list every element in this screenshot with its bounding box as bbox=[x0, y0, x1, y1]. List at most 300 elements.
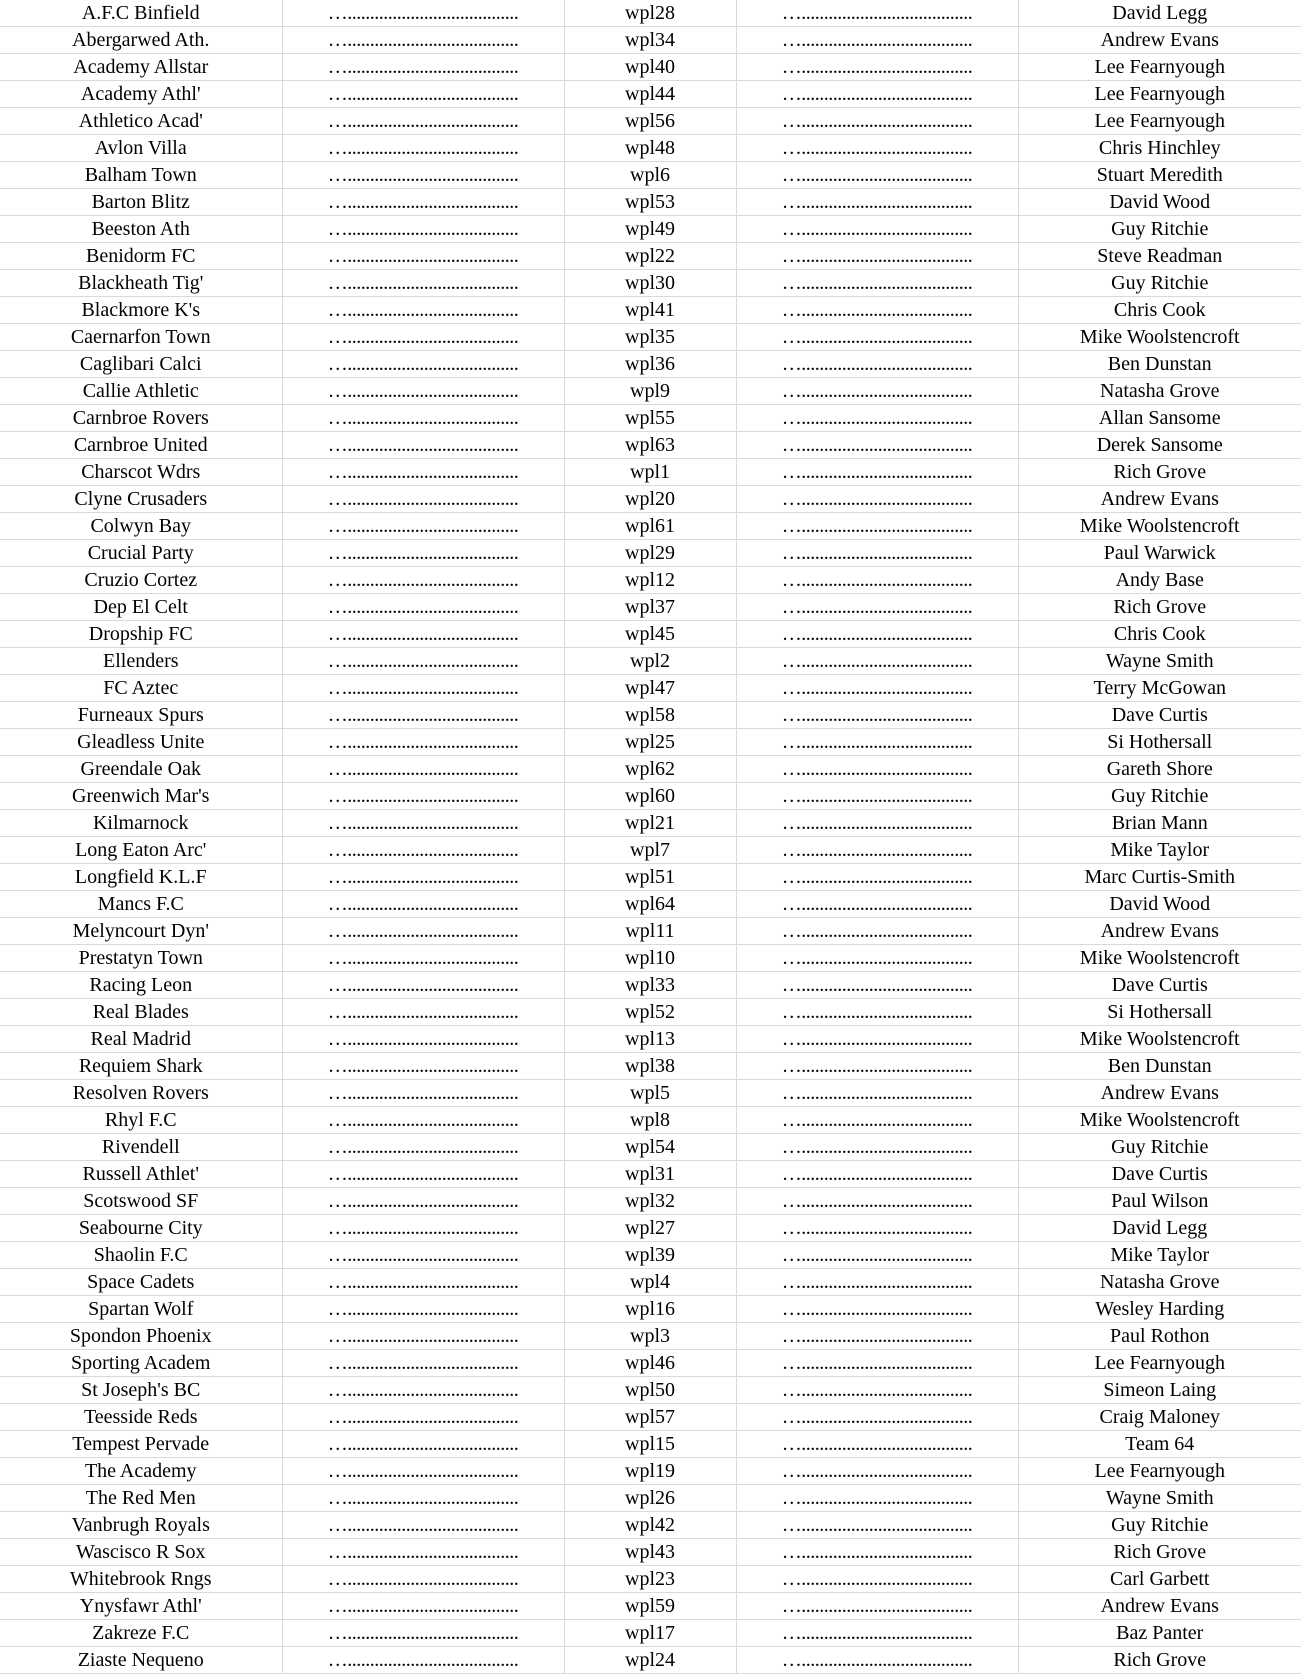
team-name-cell: Dep El Celt bbox=[0, 594, 282, 621]
manager-name-cell: Carl Garbett bbox=[1018, 1566, 1301, 1593]
team-code-cell: wpl54 bbox=[564, 1134, 736, 1161]
dotted-leader-cell: …...................................... bbox=[282, 1458, 564, 1485]
team-code-cell: wpl56 bbox=[564, 108, 736, 135]
dotted-leader-cell: …...................................... bbox=[736, 1566, 1018, 1593]
team-code-cell: wpl4 bbox=[564, 1269, 736, 1296]
team-name-cell: Long Eaton Arc' bbox=[0, 837, 282, 864]
table-row bbox=[0, 297, 1301, 324]
team-code-cell: wpl22 bbox=[564, 243, 736, 270]
manager-name-cell: Andrew Evans bbox=[1018, 1593, 1301, 1620]
team-name-cell: Requiem Shark bbox=[0, 1053, 282, 1080]
table-row bbox=[0, 1350, 1301, 1377]
table-row bbox=[0, 1512, 1301, 1539]
team-code-cell: wpl10 bbox=[564, 945, 736, 972]
team-name-cell: Colwyn Bay bbox=[0, 513, 282, 540]
dotted-leader-cell: …...................................... bbox=[736, 1377, 1018, 1404]
table-row bbox=[0, 1161, 1301, 1188]
dotted-leader-cell: …...................................... bbox=[282, 918, 564, 945]
team-name-cell: Clyne Crusaders bbox=[0, 486, 282, 513]
manager-name-cell: Dave Curtis bbox=[1018, 972, 1301, 999]
table-row bbox=[0, 1296, 1301, 1323]
manager-name-cell: Rich Grove bbox=[1018, 1539, 1301, 1566]
dotted-leader-cell: …...................................... bbox=[736, 270, 1018, 297]
team-code-cell: wpl26 bbox=[564, 1485, 736, 1512]
team-name-cell: Crucial Party bbox=[0, 540, 282, 567]
dotted-leader-cell: …...................................... bbox=[282, 459, 564, 486]
dotted-leader-cell: …...................................... bbox=[282, 675, 564, 702]
manager-name-cell: Mike Woolstencroft bbox=[1018, 513, 1301, 540]
dotted-leader-cell: …...................................... bbox=[282, 351, 564, 378]
dotted-leader-cell: …...................................... bbox=[736, 972, 1018, 999]
dotted-leader-cell: …...................................... bbox=[736, 864, 1018, 891]
table-row bbox=[0, 1404, 1301, 1431]
dotted-leader-cell: …...................................... bbox=[736, 513, 1018, 540]
dotted-leader-cell: …...................................... bbox=[736, 756, 1018, 783]
team-code-cell: wpl25 bbox=[564, 729, 736, 756]
manager-name-cell: Guy Ritchie bbox=[1018, 783, 1301, 810]
team-name-cell: Space Cadets bbox=[0, 1269, 282, 1296]
team-name-cell: Kilmarnock bbox=[0, 810, 282, 837]
table-row bbox=[0, 837, 1301, 864]
team-code-cell: wpl34 bbox=[564, 27, 736, 54]
manager-name-cell: Lee Fearnyough bbox=[1018, 81, 1301, 108]
team-name-cell: Mancs F.C bbox=[0, 891, 282, 918]
team-code-cell: wpl28 bbox=[564, 0, 736, 27]
table-row bbox=[0, 1458, 1301, 1485]
dotted-leader-cell: …...................................... bbox=[736, 1215, 1018, 1242]
dotted-leader-cell: …...................................... bbox=[282, 756, 564, 783]
table-row bbox=[0, 216, 1301, 243]
dotted-leader-cell: …...................................... bbox=[282, 324, 564, 351]
team-name-cell: Spartan Wolf bbox=[0, 1296, 282, 1323]
team-code-cell: wpl63 bbox=[564, 432, 736, 459]
manager-name-cell: David Wood bbox=[1018, 189, 1301, 216]
team-name-cell: The Red Men bbox=[0, 1485, 282, 1512]
dotted-leader-cell: …...................................... bbox=[282, 1485, 564, 1512]
team-code-cell: wpl45 bbox=[564, 621, 736, 648]
team-code-cell: wpl39 bbox=[564, 1242, 736, 1269]
manager-name-cell: Mike Taylor bbox=[1018, 1242, 1301, 1269]
team-name-cell: Gleadless Unite bbox=[0, 729, 282, 756]
team-name-cell: Carnbroe Rovers bbox=[0, 405, 282, 432]
team-name-cell: Zakreze F.C bbox=[0, 1620, 282, 1647]
dotted-leader-cell: …...................................... bbox=[282, 1269, 564, 1296]
team-code-cell: wpl19 bbox=[564, 1458, 736, 1485]
table-row bbox=[0, 486, 1301, 513]
dotted-leader-cell: …...................................... bbox=[282, 837, 564, 864]
table-row bbox=[0, 1053, 1301, 1080]
team-name-cell: Ellenders bbox=[0, 648, 282, 675]
manager-name-cell: David Legg bbox=[1018, 0, 1301, 27]
dotted-leader-cell: …...................................... bbox=[282, 1431, 564, 1458]
team-code-cell: wpl62 bbox=[564, 756, 736, 783]
team-name-cell: Sporting Academ bbox=[0, 1350, 282, 1377]
team-name-cell: Melyncourt Dyn' bbox=[0, 918, 282, 945]
dotted-leader-cell: …...................................... bbox=[736, 729, 1018, 756]
dotted-leader-cell: …...................................... bbox=[282, 540, 564, 567]
team-code-cell: wpl61 bbox=[564, 513, 736, 540]
team-code-cell: wpl32 bbox=[564, 1188, 736, 1215]
dotted-leader-cell: …...................................... bbox=[736, 297, 1018, 324]
team-name-cell: Greenwich Mar's bbox=[0, 783, 282, 810]
dotted-leader-cell: …...................................... bbox=[282, 648, 564, 675]
manager-name-cell: Allan Sansome bbox=[1018, 405, 1301, 432]
team-name-cell: Charscot Wdrs bbox=[0, 459, 282, 486]
team-code-cell: wpl30 bbox=[564, 270, 736, 297]
dotted-leader-cell: …...................................... bbox=[736, 162, 1018, 189]
dotted-leader-cell: …...................................... bbox=[736, 189, 1018, 216]
manager-name-cell: Andrew Evans bbox=[1018, 1080, 1301, 1107]
team-name-cell: Scotswood SF bbox=[0, 1188, 282, 1215]
manager-name-cell: Andrew Evans bbox=[1018, 486, 1301, 513]
manager-name-cell: Lee Fearnyough bbox=[1018, 108, 1301, 135]
dotted-leader-cell: …...................................... bbox=[736, 0, 1018, 27]
dotted-leader-cell: …...................................... bbox=[736, 1350, 1018, 1377]
team-code-cell: wpl52 bbox=[564, 999, 736, 1026]
team-name-cell: Caernarfon Town bbox=[0, 324, 282, 351]
table-row bbox=[0, 432, 1301, 459]
team-code-cell: wpl42 bbox=[564, 1512, 736, 1539]
team-name-cell: Furneaux Spurs bbox=[0, 702, 282, 729]
team-code-cell: wpl5 bbox=[564, 1080, 736, 1107]
dotted-leader-cell: …...................................... bbox=[736, 621, 1018, 648]
team-name-cell: Blackmore K's bbox=[0, 297, 282, 324]
table-row bbox=[0, 270, 1301, 297]
table-row bbox=[0, 594, 1301, 621]
manager-name-cell: Rich Grove bbox=[1018, 594, 1301, 621]
dotted-leader-cell: …...................................... bbox=[736, 567, 1018, 594]
dotted-leader-cell: …...................................... bbox=[282, 1080, 564, 1107]
table-row bbox=[0, 675, 1301, 702]
dotted-leader-cell: …...................................... bbox=[282, 1107, 564, 1134]
team-name-cell: The Academy bbox=[0, 1458, 282, 1485]
team-code-cell: wpl1 bbox=[564, 459, 736, 486]
manager-name-cell: Paul Wilson bbox=[1018, 1188, 1301, 1215]
team-code-cell: wpl64 bbox=[564, 891, 736, 918]
team-name-cell: Real Blades bbox=[0, 999, 282, 1026]
dotted-leader-cell: …...................................... bbox=[736, 1593, 1018, 1620]
manager-name-cell: Chris Cook bbox=[1018, 621, 1301, 648]
team-code-cell: wpl51 bbox=[564, 864, 736, 891]
manager-name-cell: Rich Grove bbox=[1018, 459, 1301, 486]
dotted-leader-cell: …...................................... bbox=[736, 459, 1018, 486]
team-code-cell: wpl48 bbox=[564, 135, 736, 162]
dotted-leader-cell: …...................................... bbox=[282, 189, 564, 216]
dotted-leader-cell: …...................................... bbox=[282, 378, 564, 405]
dotted-leader-cell: …...................................... bbox=[736, 135, 1018, 162]
team-code-cell: wpl2 bbox=[564, 648, 736, 675]
dotted-leader-cell: …...................................... bbox=[282, 1539, 564, 1566]
table-row bbox=[0, 351, 1301, 378]
dotted-leader-cell: …...................................... bbox=[282, 1296, 564, 1323]
team-code-cell: wpl29 bbox=[564, 540, 736, 567]
team-name-cell: Beeston Ath bbox=[0, 216, 282, 243]
dotted-leader-cell: …...................................... bbox=[282, 1053, 564, 1080]
table-row bbox=[0, 1269, 1301, 1296]
team-name-cell: Whitebrook Rngs bbox=[0, 1566, 282, 1593]
manager-name-cell: Ben Dunstan bbox=[1018, 351, 1301, 378]
dotted-leader-cell: …...................................... bbox=[736, 675, 1018, 702]
dotted-leader-cell: …...................................... bbox=[282, 1620, 564, 1647]
manager-name-cell: Wayne Smith bbox=[1018, 648, 1301, 675]
manager-name-cell: Chris Hinchley bbox=[1018, 135, 1301, 162]
dotted-leader-cell: …...................................... bbox=[736, 540, 1018, 567]
dotted-leader-cell: …...................................... bbox=[736, 1431, 1018, 1458]
team-name-cell: Real Madrid bbox=[0, 1026, 282, 1053]
team-code-cell: wpl41 bbox=[564, 297, 736, 324]
table-row bbox=[0, 1242, 1301, 1269]
team-name-cell: Balham Town bbox=[0, 162, 282, 189]
manager-name-cell: Marc Curtis-Smith bbox=[1018, 864, 1301, 891]
team-name-cell: Shaolin F.C bbox=[0, 1242, 282, 1269]
dotted-leader-cell: …...................................... bbox=[282, 1350, 564, 1377]
manager-name-cell: Andy Base bbox=[1018, 567, 1301, 594]
manager-name-cell: Guy Ritchie bbox=[1018, 1512, 1301, 1539]
team-code-cell: wpl13 bbox=[564, 1026, 736, 1053]
dotted-leader-cell: …...................................... bbox=[736, 918, 1018, 945]
table-row bbox=[0, 756, 1301, 783]
table-row bbox=[0, 378, 1301, 405]
manager-name-cell: Brian Mann bbox=[1018, 810, 1301, 837]
table-row bbox=[0, 108, 1301, 135]
dotted-leader-cell: …...................................... bbox=[282, 54, 564, 81]
manager-name-cell: Dave Curtis bbox=[1018, 1161, 1301, 1188]
team-name-cell: Athletico Acad' bbox=[0, 108, 282, 135]
team-code-cell: wpl27 bbox=[564, 1215, 736, 1242]
manager-name-cell: Rich Grove bbox=[1018, 1647, 1301, 1674]
dotted-leader-cell: …...................................... bbox=[282, 108, 564, 135]
table-row bbox=[0, 648, 1301, 675]
team-code-cell: wpl60 bbox=[564, 783, 736, 810]
team-name-cell: Greendale Oak bbox=[0, 756, 282, 783]
dotted-leader-cell: …...................................... bbox=[282, 621, 564, 648]
table-row bbox=[0, 513, 1301, 540]
table-row bbox=[0, 567, 1301, 594]
dotted-leader-cell: …...................................... bbox=[282, 567, 564, 594]
manager-name-cell: Mike Woolstencroft bbox=[1018, 324, 1301, 351]
dotted-leader-cell: …...................................... bbox=[736, 27, 1018, 54]
manager-name-cell: Guy Ritchie bbox=[1018, 216, 1301, 243]
dotted-leader-cell: …...................................... bbox=[282, 1512, 564, 1539]
team-code-cell: wpl33 bbox=[564, 972, 736, 999]
dotted-leader-cell: …...................................... bbox=[736, 783, 1018, 810]
dotted-leader-cell: …...................................... bbox=[736, 486, 1018, 513]
table-row bbox=[0, 1431, 1301, 1458]
dotted-leader-cell: …...................................... bbox=[736, 1323, 1018, 1350]
table-row bbox=[0, 1485, 1301, 1512]
manager-name-cell: Paul Warwick bbox=[1018, 540, 1301, 567]
table-row bbox=[0, 1620, 1301, 1647]
dotted-leader-cell: …...................................... bbox=[736, 351, 1018, 378]
dotted-leader-cell: …...................................... bbox=[736, 1485, 1018, 1512]
table-row bbox=[0, 81, 1301, 108]
dotted-leader-cell: …...................................... bbox=[282, 1377, 564, 1404]
team-name-cell: Russell Athlet' bbox=[0, 1161, 282, 1188]
team-name-cell: Tempest Pervade bbox=[0, 1431, 282, 1458]
manager-name-cell: Chris Cook bbox=[1018, 297, 1301, 324]
team-code-cell: wpl8 bbox=[564, 1107, 736, 1134]
dotted-leader-cell: …...................................... bbox=[282, 513, 564, 540]
dotted-leader-cell: …...................................... bbox=[282, 243, 564, 270]
dotted-leader-cell: …...................................... bbox=[736, 1080, 1018, 1107]
dotted-leader-cell: …...................................... bbox=[282, 1188, 564, 1215]
dotted-leader-cell: …...................................... bbox=[736, 648, 1018, 675]
manager-name-cell: Si Hothersall bbox=[1018, 999, 1301, 1026]
dotted-leader-cell: …...................................... bbox=[282, 702, 564, 729]
dotted-leader-cell: …...................................... bbox=[736, 54, 1018, 81]
team-code-cell: wpl55 bbox=[564, 405, 736, 432]
dotted-leader-cell: …...................................... bbox=[736, 216, 1018, 243]
team-code-cell: wpl17 bbox=[564, 1620, 736, 1647]
dotted-leader-cell: …...................................... bbox=[282, 81, 564, 108]
team-name-cell: Barton Blitz bbox=[0, 189, 282, 216]
dotted-leader-cell: …...................................... bbox=[736, 1161, 1018, 1188]
manager-name-cell: Stuart Meredith bbox=[1018, 162, 1301, 189]
team-name-cell: Academy Athl' bbox=[0, 81, 282, 108]
team-code-cell: wpl24 bbox=[564, 1647, 736, 1674]
dotted-leader-cell: …...................................... bbox=[736, 1188, 1018, 1215]
team-name-cell: Ziaste Nequeno bbox=[0, 1647, 282, 1674]
manager-name-cell: David Wood bbox=[1018, 891, 1301, 918]
manager-name-cell: Guy Ritchie bbox=[1018, 270, 1301, 297]
team-code-cell: wpl47 bbox=[564, 675, 736, 702]
manager-name-cell: Steve Readman bbox=[1018, 243, 1301, 270]
dotted-leader-cell: …...................................... bbox=[736, 1269, 1018, 1296]
dotted-leader-cell: …...................................... bbox=[282, 135, 564, 162]
dotted-leader-cell: …...................................... bbox=[736, 1512, 1018, 1539]
dotted-leader-cell: …...................................... bbox=[736, 1134, 1018, 1161]
table-row bbox=[0, 729, 1301, 756]
manager-name-cell: Baz Panter bbox=[1018, 1620, 1301, 1647]
dotted-leader-cell: …...................................... bbox=[282, 1566, 564, 1593]
dotted-leader-cell: …...................................... bbox=[282, 1161, 564, 1188]
manager-name-cell: Wayne Smith bbox=[1018, 1485, 1301, 1512]
table-row bbox=[0, 783, 1301, 810]
team-code-cell: wpl59 bbox=[564, 1593, 736, 1620]
team-name-cell: Carnbroe United bbox=[0, 432, 282, 459]
team-name-cell: Cruzio Cortez bbox=[0, 567, 282, 594]
table-row bbox=[0, 243, 1301, 270]
manager-name-cell: Wesley Harding bbox=[1018, 1296, 1301, 1323]
team-name-cell: Abergarwed Ath. bbox=[0, 27, 282, 54]
dotted-leader-cell: …...................................... bbox=[736, 1026, 1018, 1053]
team-name-cell: Blackheath Tig' bbox=[0, 270, 282, 297]
team-name-cell: Spondon Phoenix bbox=[0, 1323, 282, 1350]
team-name-cell: Rhyl F.C bbox=[0, 1107, 282, 1134]
dotted-leader-cell: …...................................... bbox=[282, 729, 564, 756]
team-code-cell: wpl16 bbox=[564, 1296, 736, 1323]
dotted-leader-cell: …...................................... bbox=[736, 810, 1018, 837]
dotted-leader-cell: …...................................... bbox=[736, 702, 1018, 729]
team-code-cell: wpl50 bbox=[564, 1377, 736, 1404]
team-code-cell: wpl40 bbox=[564, 54, 736, 81]
team-code-cell: wpl3 bbox=[564, 1323, 736, 1350]
dotted-leader-cell: …...................................... bbox=[282, 783, 564, 810]
dotted-leader-cell: …...................................... bbox=[282, 27, 564, 54]
team-code-cell: wpl9 bbox=[564, 378, 736, 405]
team-code-cell: wpl53 bbox=[564, 189, 736, 216]
team-name-cell: Resolven Rovers bbox=[0, 1080, 282, 1107]
manager-name-cell: Lee Fearnyough bbox=[1018, 1350, 1301, 1377]
manager-name-cell: Natasha Grove bbox=[1018, 1269, 1301, 1296]
team-name-cell: Longfield K.L.F bbox=[0, 864, 282, 891]
dotted-leader-cell: …...................................... bbox=[282, 1215, 564, 1242]
team-code-cell: wpl37 bbox=[564, 594, 736, 621]
dotted-leader-cell: …...................................... bbox=[282, 945, 564, 972]
table-row bbox=[0, 135, 1301, 162]
manager-name-cell: Si Hothersall bbox=[1018, 729, 1301, 756]
manager-name-cell: Paul Rothon bbox=[1018, 1323, 1301, 1350]
dotted-leader-cell: …...................................... bbox=[736, 324, 1018, 351]
manager-name-cell: Craig Maloney bbox=[1018, 1404, 1301, 1431]
table-row bbox=[0, 1215, 1301, 1242]
table-row bbox=[0, 324, 1301, 351]
team-code-cell: wpl21 bbox=[564, 810, 736, 837]
team-name-cell: Dropship FC bbox=[0, 621, 282, 648]
dotted-leader-cell: …...................................... bbox=[736, 1053, 1018, 1080]
table-row bbox=[0, 972, 1301, 999]
team-code-cell: wpl38 bbox=[564, 1053, 736, 1080]
dotted-leader-cell: …...................................... bbox=[736, 1404, 1018, 1431]
manager-name-cell: Guy Ritchie bbox=[1018, 1134, 1301, 1161]
table-row bbox=[0, 621, 1301, 648]
team-code-cell: wpl23 bbox=[564, 1566, 736, 1593]
team-name-cell: Prestatyn Town bbox=[0, 945, 282, 972]
dotted-leader-cell: …...................................... bbox=[282, 270, 564, 297]
table-row bbox=[0, 0, 1301, 27]
team-code-cell: wpl6 bbox=[564, 162, 736, 189]
dotted-leader-cell: …...................................... bbox=[736, 594, 1018, 621]
table-row bbox=[0, 27, 1301, 54]
dotted-leader-cell: …...................................... bbox=[282, 1593, 564, 1620]
team-name-cell: Ynysfawr Athl' bbox=[0, 1593, 282, 1620]
table-row bbox=[0, 1134, 1301, 1161]
dotted-leader-cell: …...................................... bbox=[736, 378, 1018, 405]
dotted-leader-cell: …...................................... bbox=[282, 216, 564, 243]
dotted-leader-cell: …...................................... bbox=[736, 1296, 1018, 1323]
dotted-leader-cell: …...................................... bbox=[736, 81, 1018, 108]
team-name-cell: Vanbrugh Royals bbox=[0, 1512, 282, 1539]
dotted-leader-cell: …...................................... bbox=[736, 243, 1018, 270]
table-row bbox=[0, 1593, 1301, 1620]
dotted-leader-cell: …...................................... bbox=[736, 837, 1018, 864]
table-row bbox=[0, 189, 1301, 216]
table-row bbox=[0, 999, 1301, 1026]
table-row bbox=[0, 891, 1301, 918]
dotted-leader-cell: …...................................... bbox=[282, 891, 564, 918]
dotted-leader-cell: …...................................... bbox=[736, 1458, 1018, 1485]
manager-name-cell: Mike Taylor bbox=[1018, 837, 1301, 864]
dotted-leader-cell: …...................................... bbox=[282, 999, 564, 1026]
team-code-cell: wpl11 bbox=[564, 918, 736, 945]
dotted-leader-cell: …...................................... bbox=[282, 162, 564, 189]
manager-name-cell: Derek Sansome bbox=[1018, 432, 1301, 459]
manager-name-cell: Lee Fearnyough bbox=[1018, 1458, 1301, 1485]
manager-name-cell: Mike Woolstencroft bbox=[1018, 1026, 1301, 1053]
table-row bbox=[0, 702, 1301, 729]
team-code-cell: wpl35 bbox=[564, 324, 736, 351]
manager-name-cell: Team 64 bbox=[1018, 1431, 1301, 1458]
table-row bbox=[0, 1323, 1301, 1350]
dotted-leader-cell: …...................................... bbox=[282, 486, 564, 513]
team-code-cell: wpl43 bbox=[564, 1539, 736, 1566]
dotted-leader-cell: …...................................... bbox=[282, 594, 564, 621]
table-row bbox=[0, 1080, 1301, 1107]
dotted-leader-cell: …...................................... bbox=[282, 297, 564, 324]
manager-name-cell: Simeon Laing bbox=[1018, 1377, 1301, 1404]
team-code-cell: wpl44 bbox=[564, 81, 736, 108]
manager-name-cell: Natasha Grove bbox=[1018, 378, 1301, 405]
